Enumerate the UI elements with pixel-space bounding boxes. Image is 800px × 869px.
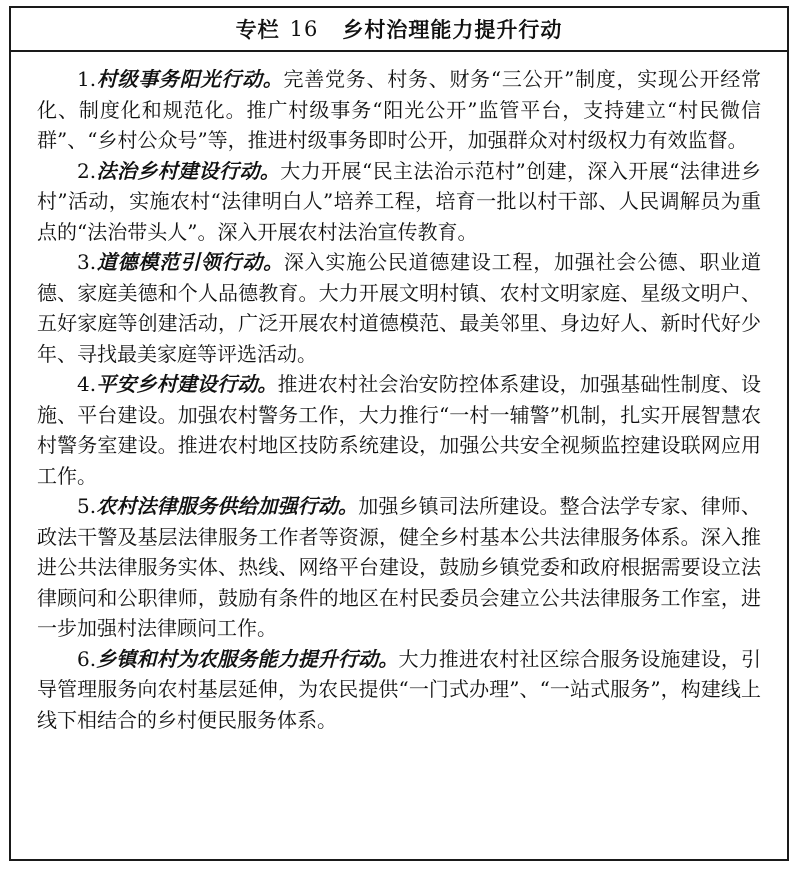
column-content bbox=[11, 52, 787, 735]
column-title bbox=[11, 8, 787, 52]
item-2 bbox=[37, 156, 761, 248]
item-heading: 村级事务阳光行动。 bbox=[96, 67, 284, 91]
item-heading: 法治乡村建设行动。 bbox=[96, 158, 281, 183]
item-heading: 道德模范引领行动。 bbox=[96, 250, 284, 274]
item-index: 2. bbox=[77, 158, 97, 183]
item-heading: 农村法律服务供给加强行动。 bbox=[96, 494, 359, 518]
column-label: 专栏 bbox=[235, 18, 280, 42]
item-body: 深入实施公民道德建设工程，加强社会公德、职业道德、家庭美德和个人品德教育。大力开展文明村镇、农村文明家庭、星级文明户、五好家庭等创建活动，广泛开展农村道德模范、最美邻里、身边好人、新时代好少年、寻找最美家庭等评选活动。 bbox=[37, 250, 762, 366]
item-body: 大力开展“民主法治示范村”创建，深入开展“法律进乡村”活动，实施农村“法律明白人”培养工程，培育一批以村干部、人民调解员为重点的“法治带头人”。深入开展农村法治宣传教育。 bbox=[37, 158, 761, 244]
column-box bbox=[9, 6, 789, 861]
item-heading: 平安乡村建设行动。 bbox=[96, 372, 278, 396]
item-5 bbox=[37, 491, 761, 644]
item-index: 1. bbox=[77, 67, 97, 91]
column-title-text: 乡村治理能力提升行动 bbox=[342, 18, 563, 42]
item-index: 6. bbox=[77, 646, 97, 671]
item-body: 推进农村社会治安防控体系建设，加强基础性制度、设施、平台建设。加强农村警务工作，大力推行“一村一辅警”机制，扎实开展智慧农村警务室建设。推进农村地区技防系统建设，加强公共安全视频监控建设联网应用工作。 bbox=[37, 372, 762, 488]
item-index: 3. bbox=[77, 250, 97, 274]
item-4 bbox=[37, 369, 761, 491]
item-1 bbox=[37, 64, 761, 156]
item-3 bbox=[37, 247, 761, 369]
item-index: 5. bbox=[77, 494, 97, 518]
column-number: 16 bbox=[289, 17, 319, 41]
item-heading: 乡镇和村为农服务能力提升行动。 bbox=[96, 646, 399, 671]
item-body: 完善党务、村务、财务“三公开”制度，实现公开经常化、制度化和规范化。推广村级事务“阳光公开”监管平台，支持建立“村民微信群”、“乡村公众号”等，推进村级事务即时公开，加强群众对村级权力有效监督。 bbox=[37, 67, 762, 152]
item-body: 大力推进农村社区综合服务设施建设，引导管理服务向农村基层延伸，为农民提供“一门式办理”、“一站式服务”，构建线上线下相结合的乡村便民服务体系。 bbox=[37, 646, 762, 732]
item-body: 加强乡镇司法所建设。整合法学专家、律师、政法干警及基层法律服务工作者等资源，健全乡村基本公共法律服务体系。深入推进公共法律服务实体、热线、网络平台建设，鼓励乡镇党委和政府根据需要设立法律顾问和公职律师，鼓励有条件的地区在村民委员会建立公共法律服务工作室，进一步加强村法律顾问工作。 bbox=[37, 494, 762, 640]
item-index: 4. bbox=[77, 372, 97, 396]
item-6 bbox=[37, 644, 761, 736]
